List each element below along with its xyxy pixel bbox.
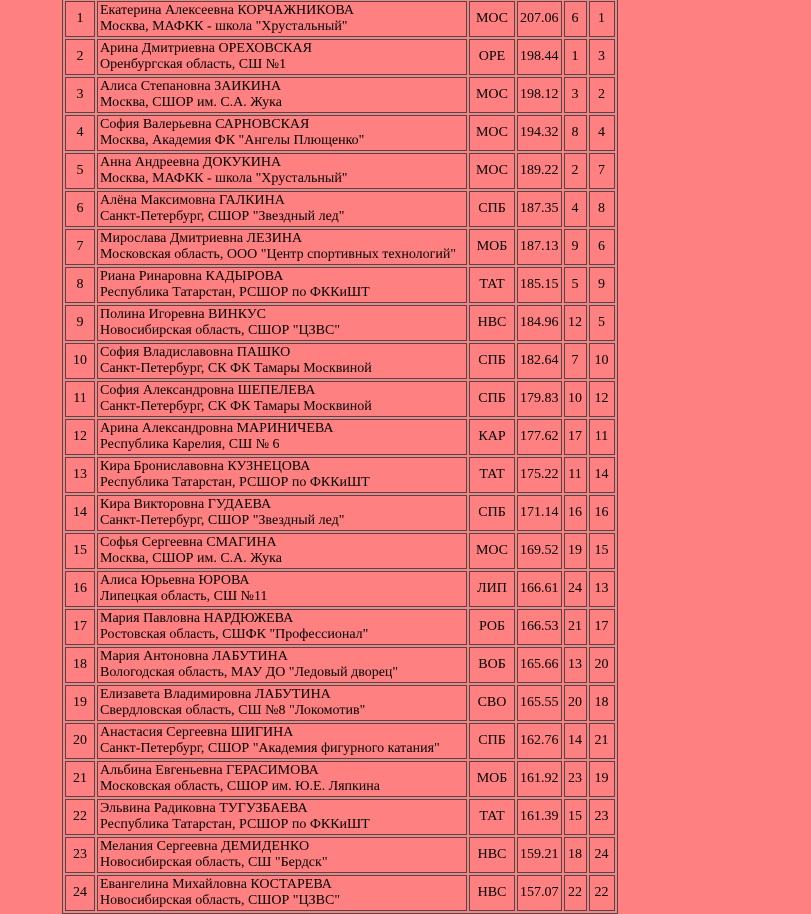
athlete-club: Новосибирская область, СШ "Бердск"	[100, 855, 328, 870]
total-score-cell: 165.55	[517, 685, 562, 721]
athlete-cell	[97, 685, 467, 721]
short-program-place-cell: 17	[564, 419, 587, 455]
table-row	[65, 495, 615, 531]
region-cell: ТАТ	[469, 267, 515, 303]
place-cell: 16	[65, 571, 95, 607]
total-score-cell: 189.22	[517, 153, 562, 189]
athlete-name: Алиса Юрьевна ЮРОВА	[100, 573, 250, 588]
region-cell: КАР	[469, 419, 515, 455]
athlete-club: Московская область, СШОР им. Ю.Е. Ляпкина	[100, 779, 381, 794]
athlete-cell	[97, 305, 467, 341]
total-score-cell: 184.96	[517, 305, 562, 341]
athlete-cell	[97, 419, 467, 455]
free-skate-place-cell: 13	[589, 571, 615, 607]
athlete-cell	[97, 647, 467, 683]
place-cell: 7	[65, 229, 95, 265]
short-program-place-cell: 6	[564, 1, 587, 37]
short-program-place-cell: 1	[564, 39, 587, 75]
athlete-club: Санкт-Петербург, СШОР "Звездный лед"	[100, 209, 345, 224]
region-cell: МОС	[469, 1, 515, 37]
table-row	[65, 229, 615, 265]
table-row	[65, 1, 615, 37]
region-cell: ЛИП	[469, 571, 515, 607]
free-skate-place-cell: 11	[589, 419, 615, 455]
athlete-name: София Владиславовна ПАШКО	[100, 345, 291, 360]
place-cell: 11	[65, 381, 95, 417]
free-skate-place-cell: 20	[589, 647, 615, 683]
free-skate-place-cell: 7	[589, 153, 615, 189]
region-cell: РОБ	[469, 609, 515, 645]
short-program-place-cell: 21	[564, 609, 587, 645]
region-cell: СВО	[469, 685, 515, 721]
place-cell: 12	[65, 419, 95, 455]
athlete-club: Москва, СШОР им. С.А. Жука	[100, 551, 282, 566]
free-skate-place-cell: 4	[589, 115, 615, 151]
athlete-club: Вологодская область, МАУ ДО "Ледовый дворец"	[100, 665, 399, 680]
short-program-place-cell: 8	[564, 115, 587, 151]
total-score-cell: 171.14	[517, 495, 562, 531]
athlete-cell	[97, 191, 467, 227]
free-skate-place-cell: 14	[589, 457, 615, 493]
athlete-club: Республика Татарстан, РСШОР по ФККиШТ	[100, 475, 370, 490]
place-cell: 9	[65, 305, 95, 341]
athlete-cell	[97, 229, 467, 265]
free-skate-place-cell: 16	[589, 495, 615, 531]
table-row	[65, 647, 615, 683]
total-score-cell: 166.53	[517, 609, 562, 645]
place-cell: 1	[65, 1, 95, 37]
athlete-cell	[97, 875, 467, 911]
total-score-cell: 198.12	[517, 77, 562, 113]
athlete-club: Москва, МАФКК - школа "Хрустальный"	[100, 171, 348, 186]
total-score-cell: 182.64	[517, 343, 562, 379]
short-program-place-cell: 22	[564, 875, 587, 911]
short-program-place-cell: 11	[564, 457, 587, 493]
total-score-cell: 165.66	[517, 647, 562, 683]
region-cell: НВС	[469, 837, 515, 873]
place-cell: 5	[65, 153, 95, 189]
athlete-cell	[97, 761, 467, 797]
athlete-cell	[97, 495, 467, 531]
athlete-club: Московская область, ООО "Центр спортивных технологий"	[100, 247, 457, 262]
athlete-cell	[97, 533, 467, 569]
place-cell: 3	[65, 77, 95, 113]
athlete-name: Анастасия Сергеевна ШИГИНА	[100, 725, 294, 740]
short-program-place-cell: 20	[564, 685, 587, 721]
free-skate-place-cell: 17	[589, 609, 615, 645]
place-cell: 18	[65, 647, 95, 683]
total-score-cell: 161.92	[517, 761, 562, 797]
total-score-cell: 162.76	[517, 723, 562, 759]
short-program-place-cell: 14	[564, 723, 587, 759]
free-skate-place-cell: 19	[589, 761, 615, 797]
table-row	[65, 343, 615, 379]
athlete-club: Оренбургская область, СШ №1	[100, 57, 287, 72]
region-cell: НВС	[469, 875, 515, 911]
athlete-name: Мирослава Дмитриевна ЛЕЗИНА	[100, 231, 303, 246]
short-program-place-cell: 19	[564, 533, 587, 569]
region-cell: МОБ	[469, 761, 515, 797]
short-program-place-cell: 10	[564, 381, 587, 417]
total-score-cell: 161.39	[517, 799, 562, 835]
total-score-cell: 187.13	[517, 229, 562, 265]
short-program-place-cell: 12	[564, 305, 587, 341]
athlete-name: Кира Викторовна ГУДАЕВА	[100, 497, 272, 512]
athlete-cell	[97, 381, 467, 417]
free-skate-place-cell: 24	[589, 837, 615, 873]
region-cell: СПБ	[469, 495, 515, 531]
athlete-club: Свердловская область, СШ №8 "Локомотив"	[100, 703, 366, 718]
athlete-cell	[97, 457, 467, 493]
region-cell: МОС	[469, 77, 515, 113]
athlete-club: Липецкая область, СШ №11	[100, 589, 268, 604]
region-cell: ВОБ	[469, 647, 515, 683]
table-row	[65, 115, 615, 151]
total-score-cell: 207.06	[517, 1, 562, 37]
table-row	[65, 305, 615, 341]
athlete-name: Риана Ринаровна КАДЫРОВА	[100, 269, 284, 284]
athlete-name: Полина Игоревна ВИНКУС	[100, 307, 267, 322]
place-cell: 24	[65, 875, 95, 911]
total-score-cell: 187.35	[517, 191, 562, 227]
region-cell: ТАТ	[469, 457, 515, 493]
athlete-name: Арина Дмитриевна ОРЕХОВСКАЯ	[100, 41, 312, 56]
athlete-name: Мария Павловна НАРДЮЖЕВА	[100, 611, 294, 626]
total-score-cell: 194.32	[517, 115, 562, 151]
free-skate-place-cell: 6	[589, 229, 615, 265]
athlete-club: Ростовская область, СШФК "Профессионал"	[100, 627, 369, 642]
athlete-cell	[97, 153, 467, 189]
athlete-name: Алиса Степановна ЗАИКИНА	[100, 79, 282, 94]
athlete-name: София Валерьевна САРНОВСКАЯ	[100, 117, 310, 132]
region-cell: МОС	[469, 115, 515, 151]
region-cell: МОС	[469, 533, 515, 569]
total-score-cell: 179.83	[517, 381, 562, 417]
short-program-place-cell: 15	[564, 799, 587, 835]
region-cell: СПБ	[469, 723, 515, 759]
place-cell: 4	[65, 115, 95, 151]
athlete-cell	[97, 571, 467, 607]
athlete-club: Республика Татарстан, РСШОР по ФККиШТ	[100, 817, 370, 832]
region-cell: СПБ	[469, 381, 515, 417]
place-cell: 19	[65, 685, 95, 721]
athlete-cell	[97, 609, 467, 645]
short-program-place-cell: 23	[564, 761, 587, 797]
total-score-cell: 198.44	[517, 39, 562, 75]
total-score-cell: 157.07	[517, 875, 562, 911]
place-cell: 8	[65, 267, 95, 303]
table-row	[65, 533, 615, 569]
short-program-place-cell: 13	[564, 647, 587, 683]
table-row	[65, 457, 615, 493]
place-cell: 15	[65, 533, 95, 569]
short-program-place-cell: 5	[564, 267, 587, 303]
region-cell: СПБ	[469, 343, 515, 379]
athlete-club: Республика Карелия, СШ № 6	[100, 437, 280, 452]
athlete-club: Санкт-Петербург, СК ФК Тамары Москвиной	[100, 399, 372, 414]
free-skate-place-cell: 2	[589, 77, 615, 113]
short-program-place-cell: 16	[564, 495, 587, 531]
short-program-place-cell: 4	[564, 191, 587, 227]
table-row	[65, 419, 615, 455]
athlete-name: Евангелина Михайловна КОСТАРЕВА	[100, 877, 332, 892]
free-skate-place-cell: 8	[589, 191, 615, 227]
place-cell: 13	[65, 457, 95, 493]
place-cell: 23	[65, 837, 95, 873]
athlete-club: Новосибирская область, СШОР "ЦЗВС"	[100, 893, 341, 908]
table-row	[65, 77, 615, 113]
athlete-club: Москва, Академия ФК "Ангелы Плющенко"	[100, 133, 365, 148]
table-row	[65, 837, 615, 873]
athlete-cell	[97, 837, 467, 873]
total-score-cell: 177.62	[517, 419, 562, 455]
table-row	[65, 381, 615, 417]
short-program-place-cell: 2	[564, 153, 587, 189]
free-skate-place-cell: 22	[589, 875, 615, 911]
region-cell: ТАТ	[469, 799, 515, 835]
athlete-cell	[97, 115, 467, 151]
athlete-cell	[97, 267, 467, 303]
athlete-club: Республика Татарстан, РСШОР по ФККиШТ	[100, 285, 370, 300]
total-score-cell: 175.22	[517, 457, 562, 493]
free-skate-place-cell: 21	[589, 723, 615, 759]
place-cell: 22	[65, 799, 95, 835]
place-cell: 2	[65, 39, 95, 75]
table-row	[65, 39, 615, 75]
athlete-club: Москва, МАФКК - школа "Хрустальный"	[100, 19, 348, 34]
place-cell: 10	[65, 343, 95, 379]
athlete-name: Мелания Сергеевна ДЕМИДЕНКО	[100, 839, 310, 854]
free-skate-place-cell: 10	[589, 343, 615, 379]
short-program-place-cell: 24	[564, 571, 587, 607]
region-cell: НВС	[469, 305, 515, 341]
free-skate-place-cell: 9	[589, 267, 615, 303]
free-skate-place-cell: 15	[589, 533, 615, 569]
total-score-cell: 185.15	[517, 267, 562, 303]
table-row	[65, 191, 615, 227]
region-cell: СПБ	[469, 191, 515, 227]
athlete-name: Екатерина Алексеевна КОРЧАЖНИКОВА	[100, 3, 354, 18]
athlete-cell	[97, 39, 467, 75]
table-row	[65, 723, 615, 759]
short-program-place-cell: 3	[564, 77, 587, 113]
short-program-place-cell: 18	[564, 837, 587, 873]
athlete-cell	[97, 343, 467, 379]
athlete-name: Кира Брониславовна КУЗНЕЦОВА	[100, 459, 311, 474]
region-cell: МОБ	[469, 229, 515, 265]
table-row	[65, 267, 615, 303]
table-row	[65, 571, 615, 607]
place-cell: 6	[65, 191, 95, 227]
region-cell: ОРЕ	[469, 39, 515, 75]
table-row	[65, 875, 615, 911]
table-row	[65, 799, 615, 835]
table-row	[65, 153, 615, 189]
free-skate-place-cell: 1	[589, 1, 615, 37]
athlete-club: Санкт-Петербург, СК ФК Тамары Москвиной	[100, 361, 372, 376]
free-skate-place-cell: 5	[589, 305, 615, 341]
short-program-place-cell: 9	[564, 229, 587, 265]
athlete-club: Новосибирская область, СШОР "ЦЗВС"	[100, 323, 341, 338]
region-cell: МОС	[469, 153, 515, 189]
free-skate-place-cell: 12	[589, 381, 615, 417]
athlete-cell	[97, 723, 467, 759]
athlete-name: София Александровна ШЕПЕЛЕВА	[100, 383, 316, 398]
athlete-name: Альбина Евгеньевна ГЕРАСИМОВА	[100, 763, 319, 778]
table-row	[65, 609, 615, 645]
athlete-cell	[97, 799, 467, 835]
athlete-name: Софья Сергеевна СМАГИНА	[100, 535, 277, 550]
place-cell: 20	[65, 723, 95, 759]
athlete-name: Арина Александровна МАРИНИЧЕВА	[100, 421, 334, 436]
table-row	[65, 761, 615, 797]
athlete-club: Санкт-Петербург, СШОР "Академия фигурного катания"	[100, 741, 440, 756]
free-skate-place-cell: 23	[589, 799, 615, 835]
athlete-cell	[97, 1, 467, 37]
athlete-name: Алёна Максимовна ГАЛКИНА	[100, 193, 285, 208]
athlete-name: Эльвина Радиковна ТУГУЗБАЕВА	[100, 801, 308, 816]
athlete-club: Москва, СШОР им. С.А. Жука	[100, 95, 282, 110]
athlete-cell	[97, 77, 467, 113]
place-cell: 14	[65, 495, 95, 531]
short-program-place-cell: 7	[564, 343, 587, 379]
athlete-name: Мария Антоновна ЛАБУТИНА	[100, 649, 288, 664]
place-cell: 17	[65, 609, 95, 645]
free-skate-place-cell: 3	[589, 39, 615, 75]
total-score-cell: 159.21	[517, 837, 562, 873]
athlete-name: Елизавета Владимировна ЛАБУТИНА	[100, 687, 331, 702]
total-score-cell: 166.61	[517, 571, 562, 607]
place-cell: 21	[65, 761, 95, 797]
free-skate-place-cell: 18	[589, 685, 615, 721]
total-score-cell: 169.52	[517, 533, 562, 569]
table-row	[65, 685, 615, 721]
results-table-body	[65, 1, 615, 911]
athlete-name: Анна Андреевна ДОКУКИНА	[100, 155, 282, 170]
athlete-club: Санкт-Петербург, СШОР "Звездный лед"	[100, 513, 345, 528]
results-table	[62, 0, 618, 914]
